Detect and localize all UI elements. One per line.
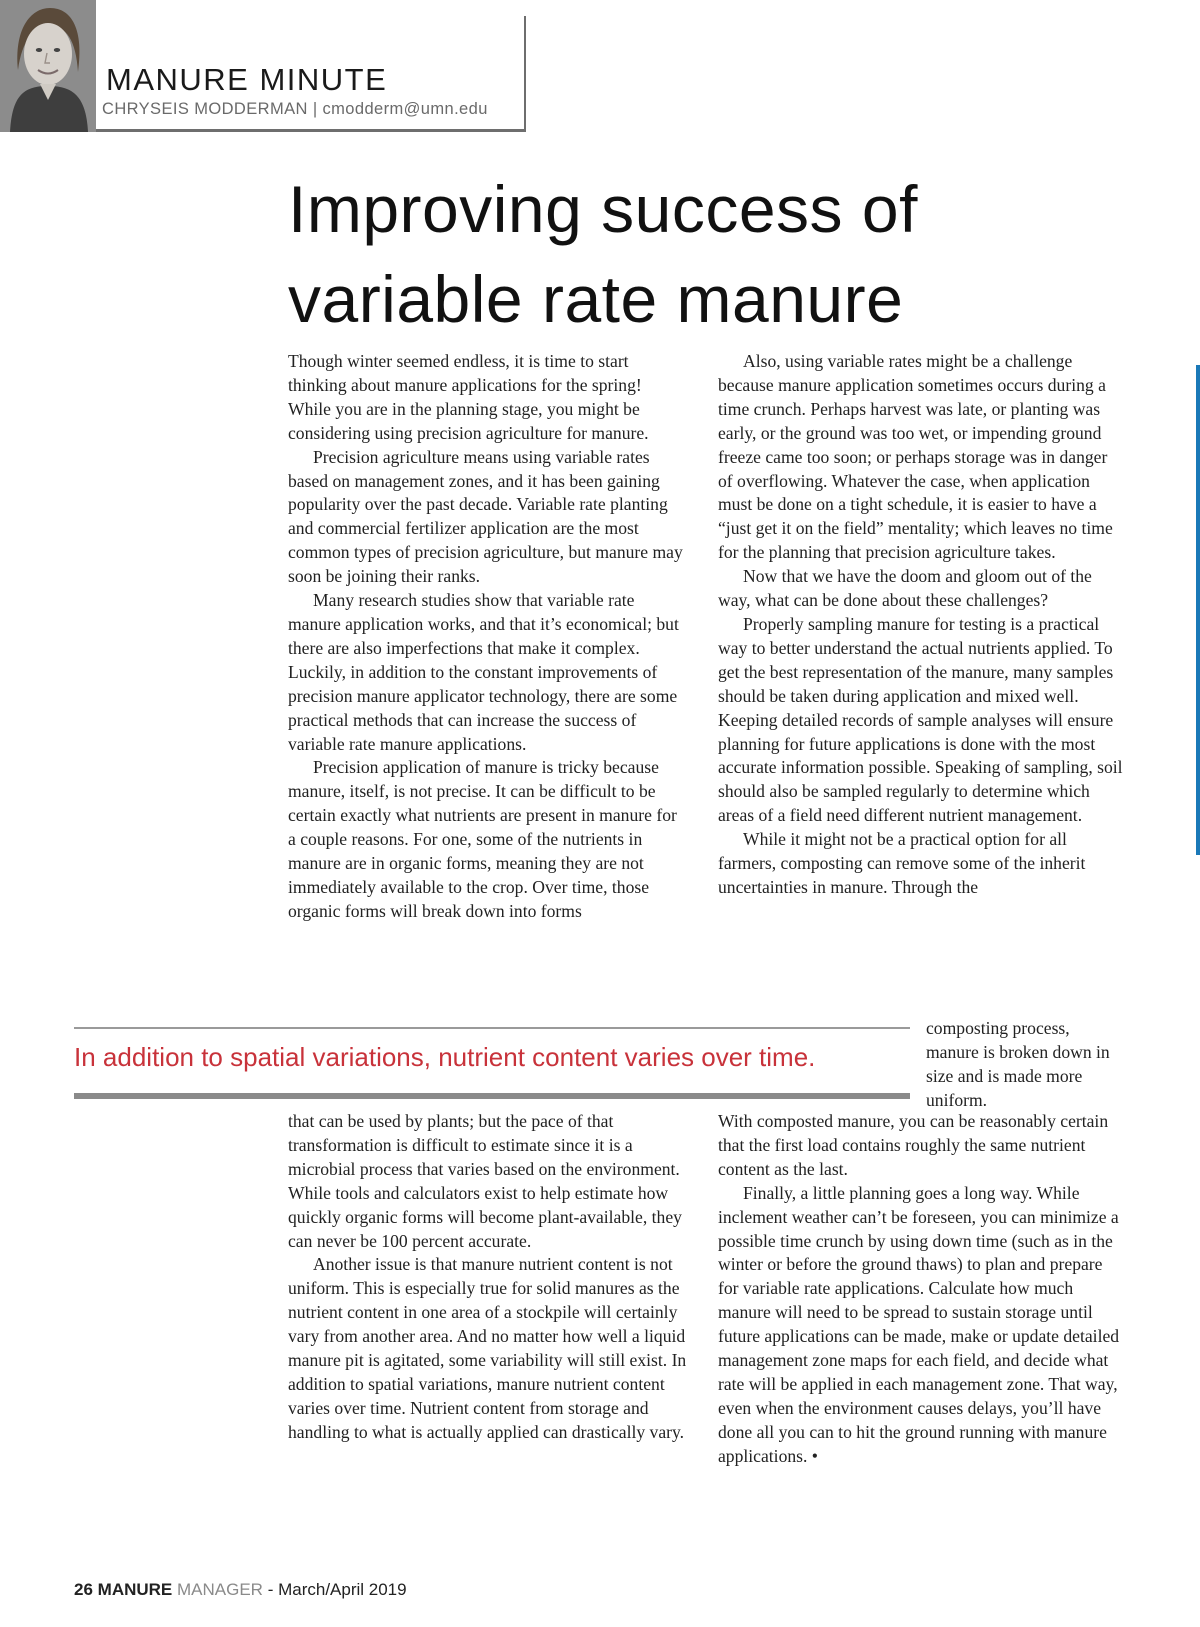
paragraph: Now that we have the doom and gloom out of the way, what can be done about these challenges?	[718, 566, 1092, 611]
page-footer	[74, 1580, 407, 1600]
paragraph: Finally, a little planning goes a long way. While inclement weather can’t be foreseen, you can minimize a possible time crunch by using down time (such as in the winter or before the ground thaws) to plan and prepare for variable rate applications. Calculate how much manure will need to be spread to sustain storage until future applications can be made, make or update detailed management zone maps for each field, and decide what rate will be applied in each management zone. That way, even when the environment causes delays, you’ll have done all you can to hit the ground running with manure applications. •	[718, 1182, 1120, 1466]
title-line-1: Improving success of	[288, 172, 918, 246]
magazine-name-bold: MANURE	[97, 1580, 173, 1599]
paragraph: Though winter seemed endless, it is time to start thinking about manure applications for the spring! While you are in the planning stage, you might be considering using precision agriculture for manure.	[288, 351, 649, 443]
author-byline: CHRYSEIS MODDERMAN | cmodderm@umn.edu	[102, 100, 488, 118]
column-2-bottom	[718, 1110, 1123, 1469]
header-rule-horizontal	[96, 129, 526, 132]
author-photo	[0, 0, 96, 132]
title-line-2: variable rate manure	[288, 262, 904, 336]
paragraph: Also, using variable rates might be a challenge because manure application sometimes occurs during a time crunch. Perhaps harvest was late, or planting was early, or the ground was too wet, or impending ground freeze came too soon; or perhaps storage was in danger of overflowing. Whatever the case, when application must be done on a tight schedule, it is easier to have a “just get it on the field” mentality; which leaves no time for the planning that precision agriculture takes.	[718, 351, 1113, 563]
pull-quote-rule-bottom	[74, 1093, 910, 1099]
paragraph: Many research studies show that variable rate manure application works, and that it’s economical; but there are also imperfections that make it complex. Luckily, in addition to the constant improvements of precision manure applicator technology, there are some practical methods that can increase the success of variable rate manure applications.	[288, 590, 679, 754]
article-title	[288, 164, 1168, 344]
column-2-top	[718, 350, 1123, 900]
pull-quote-rule-top	[74, 1027, 910, 1029]
paragraph: Precision application of manure is tricky because manure, itself, is not precise. It can be difficult to be certain exactly what nutrients are present in manure for a couple reasons. For one, some of the nutrients in manure are in organic forms, meaning they are not immediately available to the crop. Over time, those organic forms will break down into forms	[288, 757, 677, 921]
column-2-wrap-text: composting process, manure is broken down in size and is made more uniform.	[926, 1018, 1110, 1110]
magazine-name-light: MANAGER	[177, 1580, 263, 1599]
paragraph: Properly sampling manure for testing is a practical way to better understand the actual nutrients applied. To get the best representation of the manure, many samples should be taken during application and mixed well. Keeping detailed records of sample analyses will ensure planning for future applications is done with the most accurate information possible. Speaking of sampling, soil should also be sampled regularly to determine which areas of a field need different nutrient management.	[718, 613, 1123, 826]
paragraph: that can be used by plants; but the pace of that transformation is difficult to estimate since it is a microbial process that varies based on the environment. While tools and calculators exist to help estimate how quickly organic forms will become plant-available, they can never be 100 percent accurate.	[288, 1111, 682, 1251]
issue-date: - March/April 2019	[267, 1580, 407, 1599]
column-1-bottom	[288, 1110, 688, 1445]
page-edge-accent	[1196, 365, 1200, 855]
page-number: 26	[74, 1580, 93, 1599]
paragraph: While it might not be a practical option for all farmers, composting can remove some of the inherit uncertainties in manure. Through the	[718, 829, 1086, 897]
paragraph: Another issue is that manure nutrient content is not uniform. This is especially true for solid manures as the nutrient content in one area of a stockpile will certainly vary from another area. And no matter how well a liquid manure pit is agitated, some variability will still exist. In addition to spatial variations, manure nutrient content varies over time. Nutrient content from storage and handling to what is actually applied can drastically vary.	[288, 1254, 687, 1442]
column-name: MANURE MINUTE	[106, 62, 388, 97]
header-rule-vertical	[524, 16, 526, 132]
pull-quote: In addition to spatial variations, nutrient content varies over time.	[74, 1042, 816, 1072]
paragraph: Precision agriculture means using variable rates based on management zones, and it has been gaining popularity over the past decade. Variable rate planting and commercial fertilizer application are the most common types of precision agriculture, but manure may soon be joining their ranks.	[288, 446, 683, 587]
paragraph: With composted manure, you can be reasonably certain that the first load contains roughly the same nutrient content as the last.	[718, 1111, 1109, 1179]
column-1-top	[288, 350, 688, 924]
